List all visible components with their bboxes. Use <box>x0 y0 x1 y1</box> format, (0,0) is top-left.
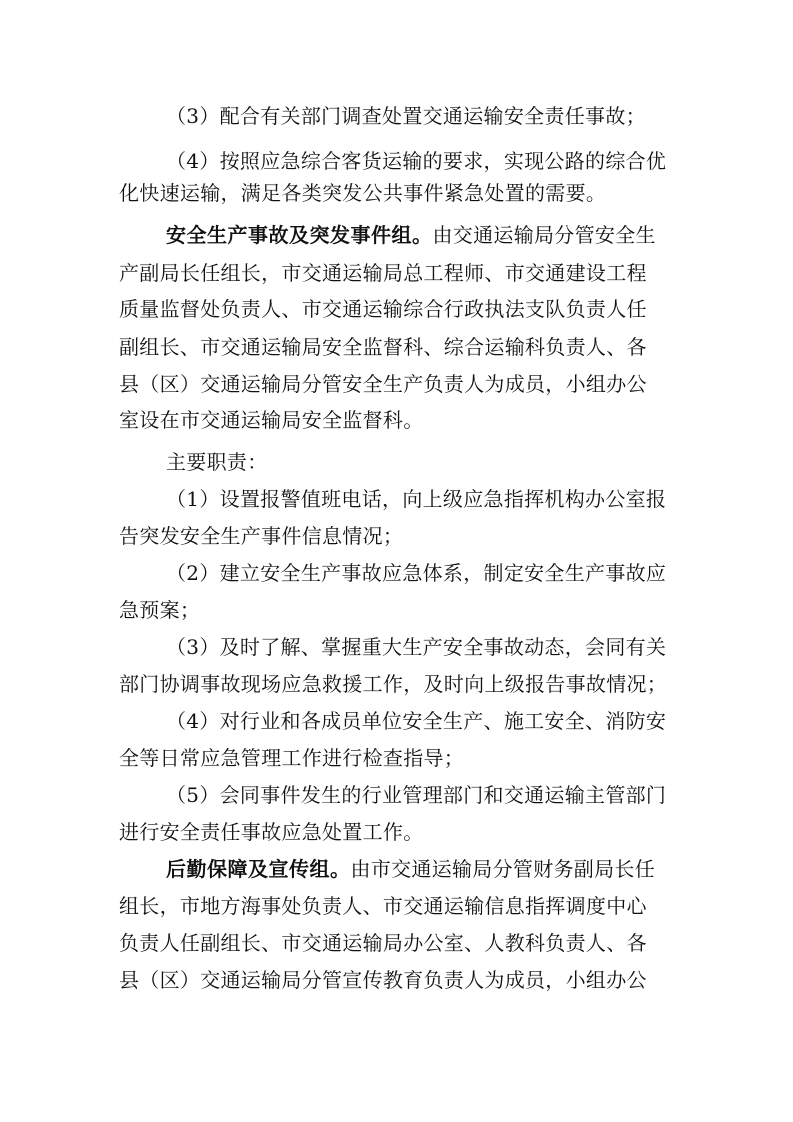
section-heading: 安全生产事故及突发事件组。 <box>166 223 433 247</box>
paragraph-line: 副组长、市交通运输局安全监督科、综合运输科负责人、各 <box>119 335 647 359</box>
paragraph-line: 化快速运输，满足各类突发公共事件紧急处置的需要。 <box>119 181 607 205</box>
section-heading: 后勤保障及宣传组。 <box>166 857 351 881</box>
paragraph-line <box>166 857 655 881</box>
paragraph-line: （4）对行业和各成员单位安全生产、施工安全、消防安 <box>166 709 667 733</box>
paragraph-line: 质量监督处负责人、市交通运输综合行政执法支队负责人任 <box>119 297 647 321</box>
paragraph-text: 由市交通运输局分管财务副局长任 <box>350 857 655 881</box>
paragraph-line: 进行安全责任事故应急处置工作。 <box>119 820 424 844</box>
paragraph-line: （5）会同事件发生的行业管理部门和交通运输主管部门 <box>166 783 667 807</box>
paragraph-line: 组长，市地方海事处负责人、市交通运输信息指挥调度中心 <box>119 894 647 918</box>
paragraph-line: 产副局长任组长，市交通运输局总工程师、市交通建设工程 <box>119 261 647 285</box>
paragraph-line: （3）配合有关部门调查处置交通运输安全责任事故； <box>166 104 646 128</box>
paragraph-line: 全等日常应急管理工作进行检查指导； <box>119 746 465 770</box>
paragraph-line: （3）及时了解、掌握重大生产安全事故动态，会同有关 <box>166 635 667 659</box>
paragraph-line: 告突发安全生产事件信息情况； <box>119 524 404 548</box>
paragraph-line <box>166 223 656 247</box>
paragraph-line: （4）按照应急综合客货运输的要求，实现公路的综合优 <box>166 149 667 173</box>
paragraph-line: 部门协调事故现场应急救援工作，及时向上级报告事故情况； <box>119 672 668 696</box>
paragraph-line: 主要职责： <box>166 450 268 474</box>
paragraph-text: 由交通运输局分管安全生 <box>432 223 656 247</box>
paragraph-line: （1）设置报警值班电话，向上级应急指挥机构办公室报 <box>166 487 667 511</box>
paragraph-line: 急预案； <box>119 598 201 622</box>
paragraph-line: 负责人任副组长、市交通运输局办公室、人教科负责人、各 <box>119 931 647 955</box>
paragraph-line: 县（区）交通运输局分管宣传教育负责人为成员，小组办公 <box>119 968 647 992</box>
paragraph-line: 室设在市交通运输局安全监督科。 <box>119 408 424 432</box>
paragraph-line: 县（区）交通运输局分管安全生产负责人为成员，小组办公 <box>119 372 647 396</box>
paragraph-line: （2）建立安全生产事故应急体系，制定安全生产事故应 <box>166 561 667 585</box>
